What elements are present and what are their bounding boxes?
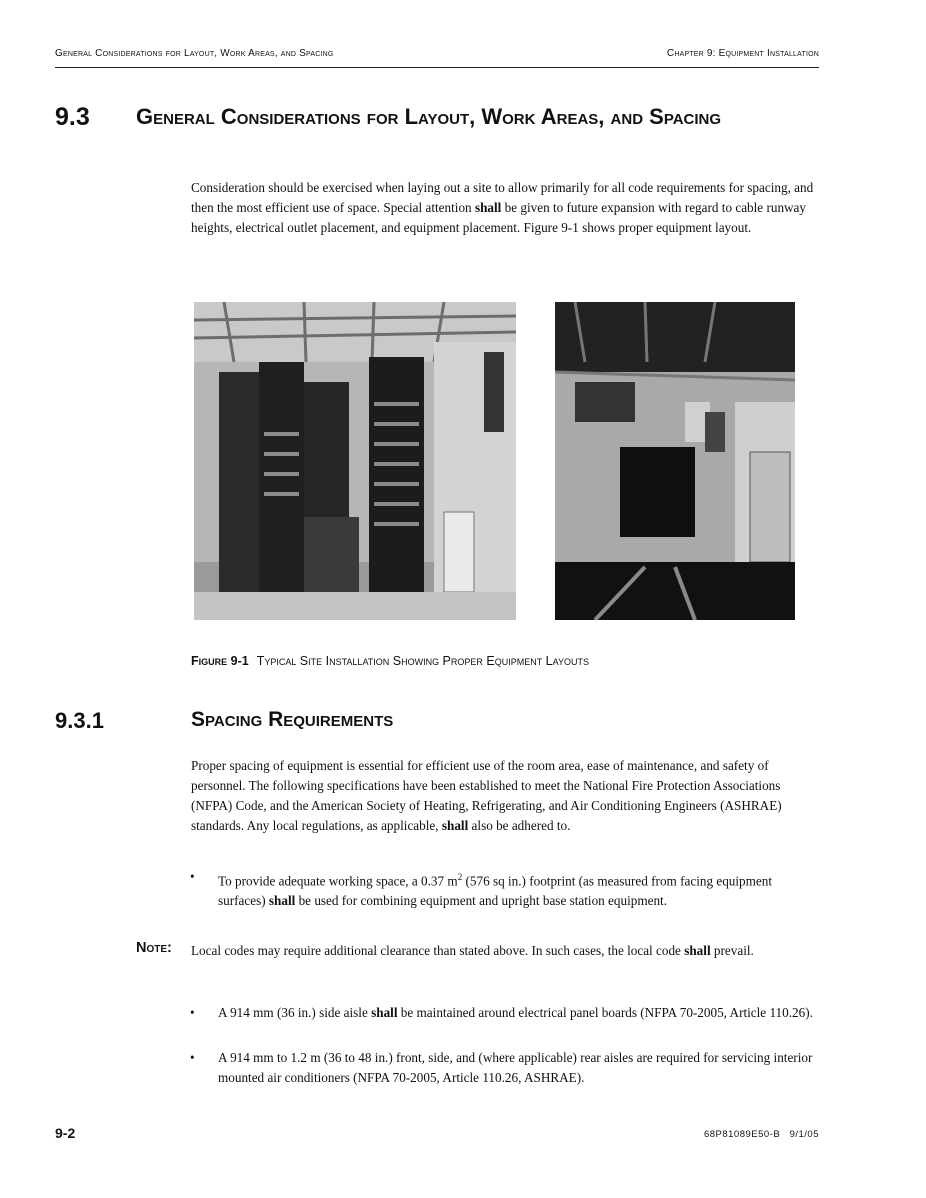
section-title: General Considerations for Layout, Work Areas, and Spacing (136, 104, 722, 129)
bullet-item-air-conditioners: A 914 mm to 1.2 m (36 to 48 in.) front, side, and (where applicable) rear aisles are required for servicing interior mounted air conditioners (NFPA 70-2005, Article 110.26, ASHRAE). (218, 1050, 813, 1085)
page-number: 9-2 (55, 1125, 76, 1141)
intro-paragraph: Consideration should be exercised when laying out a site to allow primarily for all code requirements for spacing, and then the most efficient use of space. Special attention shall be given to future expansion with regard to cable runway heights, electrical outlet placement, and equipment placement. Figure 9-1 shows proper equipment layout. (191, 180, 814, 235)
spacing-paragraph: Proper spacing of equipment is essential for efficient use of the room area, ease of maintenance, and safety of personnel. The following specifications have been established to meet the National Fire Protection Associations (NFPA) Code, and the American Society of Heating, Refrigerating, and Air Conditioning Engineers (ASHRAE) standards. Any local regulations, as applicable, shall also be adhered to. (191, 758, 782, 833)
running-header-right: Chapter 9: Equipment Installation (666, 48, 819, 59)
subsection-title: Spacing Requirements (191, 708, 394, 731)
figure-caption (191, 654, 589, 668)
note-text: Local codes may require additional clearance than stated above. In such cases, the local code shall prevail. (191, 943, 754, 958)
running-header-left: General Considerations for Layout, Work Areas, and Spacing (55, 48, 334, 59)
bullet-item-side-aisle: A 914 mm (36 in.) side aisle shall be maintained around electrical panel boards (NFPA 70-2005, Article 110.26). (218, 1005, 813, 1020)
figure-label: Figure 9-1 (191, 654, 249, 668)
bullet-item-footprint: To provide adequate working space, a 0.37 $m^2$ (576 sq in.) footprint (as measured from facing equipment surfaces) shall be used for combining equipment and upright base station equipment. (218, 872, 773, 909)
bullet-marker: • (190, 1005, 195, 1020)
figure-caption-text: Typical Site Installation Showing Proper Equipment Layouts (256, 654, 589, 668)
subsection-number: 9.3.1 (55, 708, 104, 733)
wall-panel-photo (555, 302, 795, 620)
bullet-marker: • (190, 869, 195, 884)
equipment-racks-photo (194, 302, 516, 620)
bullet-marker: • (190, 1050, 195, 1065)
note-label: Note: (136, 940, 172, 956)
document-id: 68P81089E50-B 9/1/05 (703, 1129, 819, 1140)
section-number: 9.3 (55, 103, 90, 131)
header-rule (55, 67, 819, 68)
